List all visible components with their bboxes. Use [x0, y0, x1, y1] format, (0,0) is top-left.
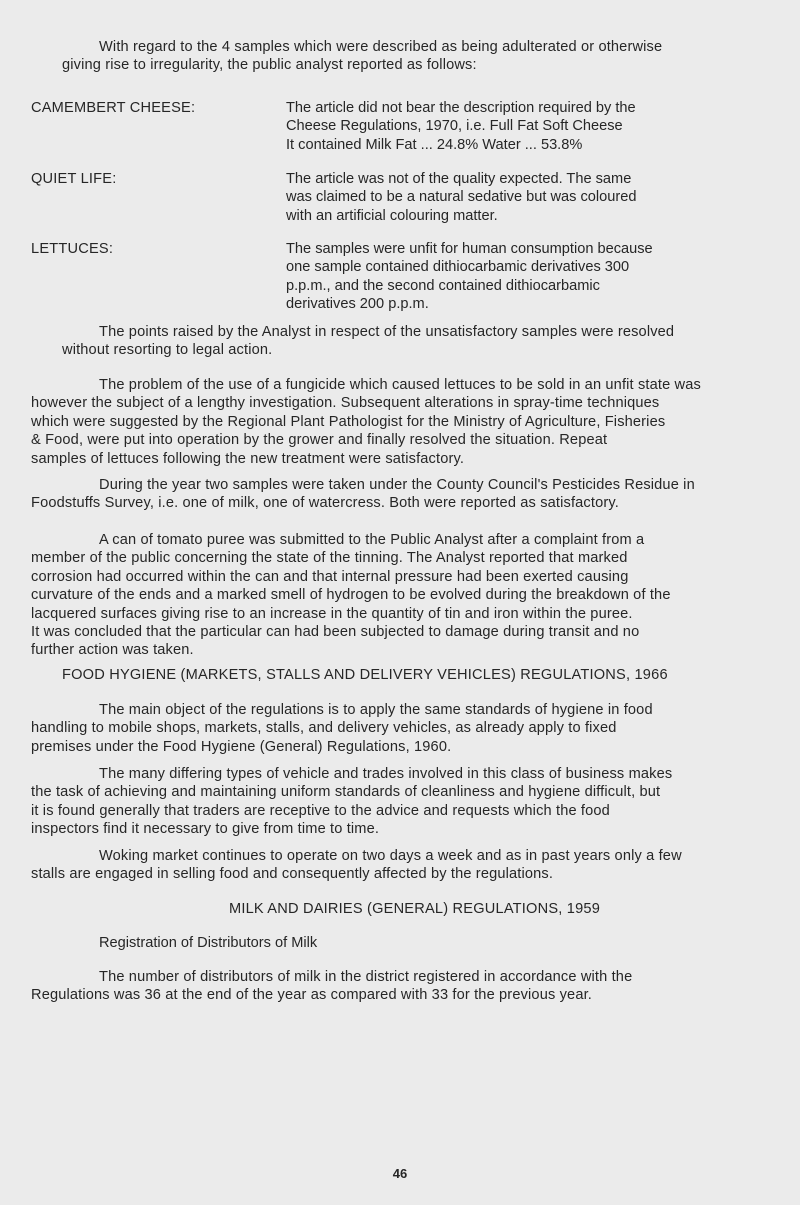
text-line: Regulations was 36 at the end of the year as compared with 33 for the previous year.: [31, 987, 592, 1004]
text-line: & Food, were put into operation by the grower and finally resolved the situation. Repeat: [31, 432, 608, 449]
text-line: however the subject of a lengthy investigation. Subsequent alterations in spray-time techniques: [31, 395, 660, 412]
paragraph-distributors: [31, 968, 791, 1005]
paragraph-woking-market: [31, 847, 791, 884]
text-line: was claimed to be a natural sedative but was coloured: [286, 189, 637, 206]
text-line: The many differing types of vehicle and trades involved in this class of business makes: [99, 766, 673, 782]
text-line: handling to mobile shops, markets, stalls, and delivery vehicles, as already apply to fixed: [31, 720, 617, 737]
text-line: premises under the Food Hygiene (General) Regulations, 1960.: [31, 738, 452, 755]
text-line: During the year two samples were taken under the County Council's Pesticides Residue in: [99, 477, 695, 493]
text-line: inspectors find it necessary to give from time to time.: [31, 821, 380, 838]
entry-text-quiet-life: [286, 170, 766, 225]
text-line: derivatives 200 p.p.m.: [286, 296, 429, 313]
text-line: The samples were unfit for human consumption because: [286, 241, 653, 257]
paragraph-main-object: [31, 701, 791, 756]
paragraph-survey: [31, 476, 791, 513]
text-line: The points raised by the Analyst in respect of the unsatisfactory samples were resolved: [99, 324, 675, 340]
text-line: samples of lettuces following the new treatment were satisfactory.: [31, 450, 465, 467]
text-line: The article was not of the quality expected. The same: [286, 171, 632, 187]
text-line: Foodstuffs Survey, i.e. one of milk, one of watercress. Both were reported as satisfactory.: [31, 495, 619, 512]
text-line: curvature of the ends and a marked smell of hydrogen to be evolved during the breakdown of the: [31, 587, 671, 604]
entry-text-lettuces: [286, 240, 766, 314]
text-line: which were suggested by the Regional Plant Pathologist for the Ministry of Agriculture, Fisheries: [31, 413, 666, 430]
text-line: The problem of the use of a fungicide which caused lettuces to be sold in an unfit state was: [99, 377, 701, 393]
text-line: Woking market continues to operate on two days a week and as in past years only a few: [99, 848, 682, 864]
text-line: further action was taken.: [31, 642, 194, 659]
page-number: 46: [392, 1166, 408, 1181]
text-line: The article did not bear the description required by the: [286, 100, 636, 116]
heading-milk-dairies: MILK AND DAIRIES (GENERAL) REGULATIONS, 1959: [229, 901, 601, 917]
text-line: stalls are engaged in selling food and consequently affected by the regulations.: [31, 866, 554, 883]
text-line: giving rise to irregularity, the public analyst reported as follows:: [62, 57, 477, 74]
text-line: one sample contained dithiocarbamic derivatives 300: [286, 259, 630, 276]
paragraph-tomato-puree: [31, 531, 791, 660]
heading-food-hygiene: FOOD HYGIENE (MARKETS, STALLS AND DELIVERY VEHICLES) REGULATIONS, 1966: [62, 667, 668, 683]
text-line: the task of achieving and maintaining uniform standards of cleanliness and hygiene difficult, but: [31, 784, 661, 801]
text-line: p.p.m., and the second contained dithiocarbamic: [286, 277, 600, 294]
paragraph-resolved: [62, 323, 782, 360]
text-line: The main object of the regulations is to apply the same standards of hygiene in food: [99, 702, 653, 718]
text-line: With regard to the 4 samples which were described as being adulterated or otherwise: [99, 39, 663, 55]
subheading-registration: Registration of Distributors of Milk: [99, 935, 318, 951]
paragraph-many-types: [31, 765, 791, 839]
entry-label-camembert: CAMEMBERT CHEESE:: [31, 100, 196, 116]
text-line: It was concluded that the particular can had been subjected to damage during transit and no: [31, 624, 640, 641]
text-line: corrosion had occurred within the can and that internal pressure had been exerted causing: [31, 568, 629, 585]
entry-label-quiet-life: QUIET LIFE:: [31, 171, 117, 187]
paragraph-fungicide: [31, 376, 791, 468]
text-line: with an artificial colouring matter.: [286, 207, 498, 224]
text-line: it is found generally that traders are receptive to the advice and requests which the food: [31, 802, 610, 819]
text-line: lacquered surfaces giving rise to an increase in the quantity of tin and iron within the puree.: [31, 605, 633, 622]
text-line: without resorting to legal action.: [62, 342, 273, 359]
entry-text-camembert: [286, 99, 766, 154]
text-line: Cheese Regulations, 1970, i.e. Full Fat Soft Cheese: [286, 118, 623, 135]
intro-paragraph: [62, 38, 782, 75]
entry-label-lettuces: LETTUCES:: [31, 241, 114, 257]
text-line: member of the public concerning the state of the tinning. The Analyst reported that marked: [31, 550, 628, 567]
text-line: A can of tomato puree was submitted to the Public Analyst after a complaint from a: [99, 532, 645, 548]
text-line: It contained Milk Fat ... 24.8% Water ... 53.8%: [286, 136, 583, 153]
text-line: The number of distributors of milk in the district registered in accordance with the: [99, 969, 633, 985]
